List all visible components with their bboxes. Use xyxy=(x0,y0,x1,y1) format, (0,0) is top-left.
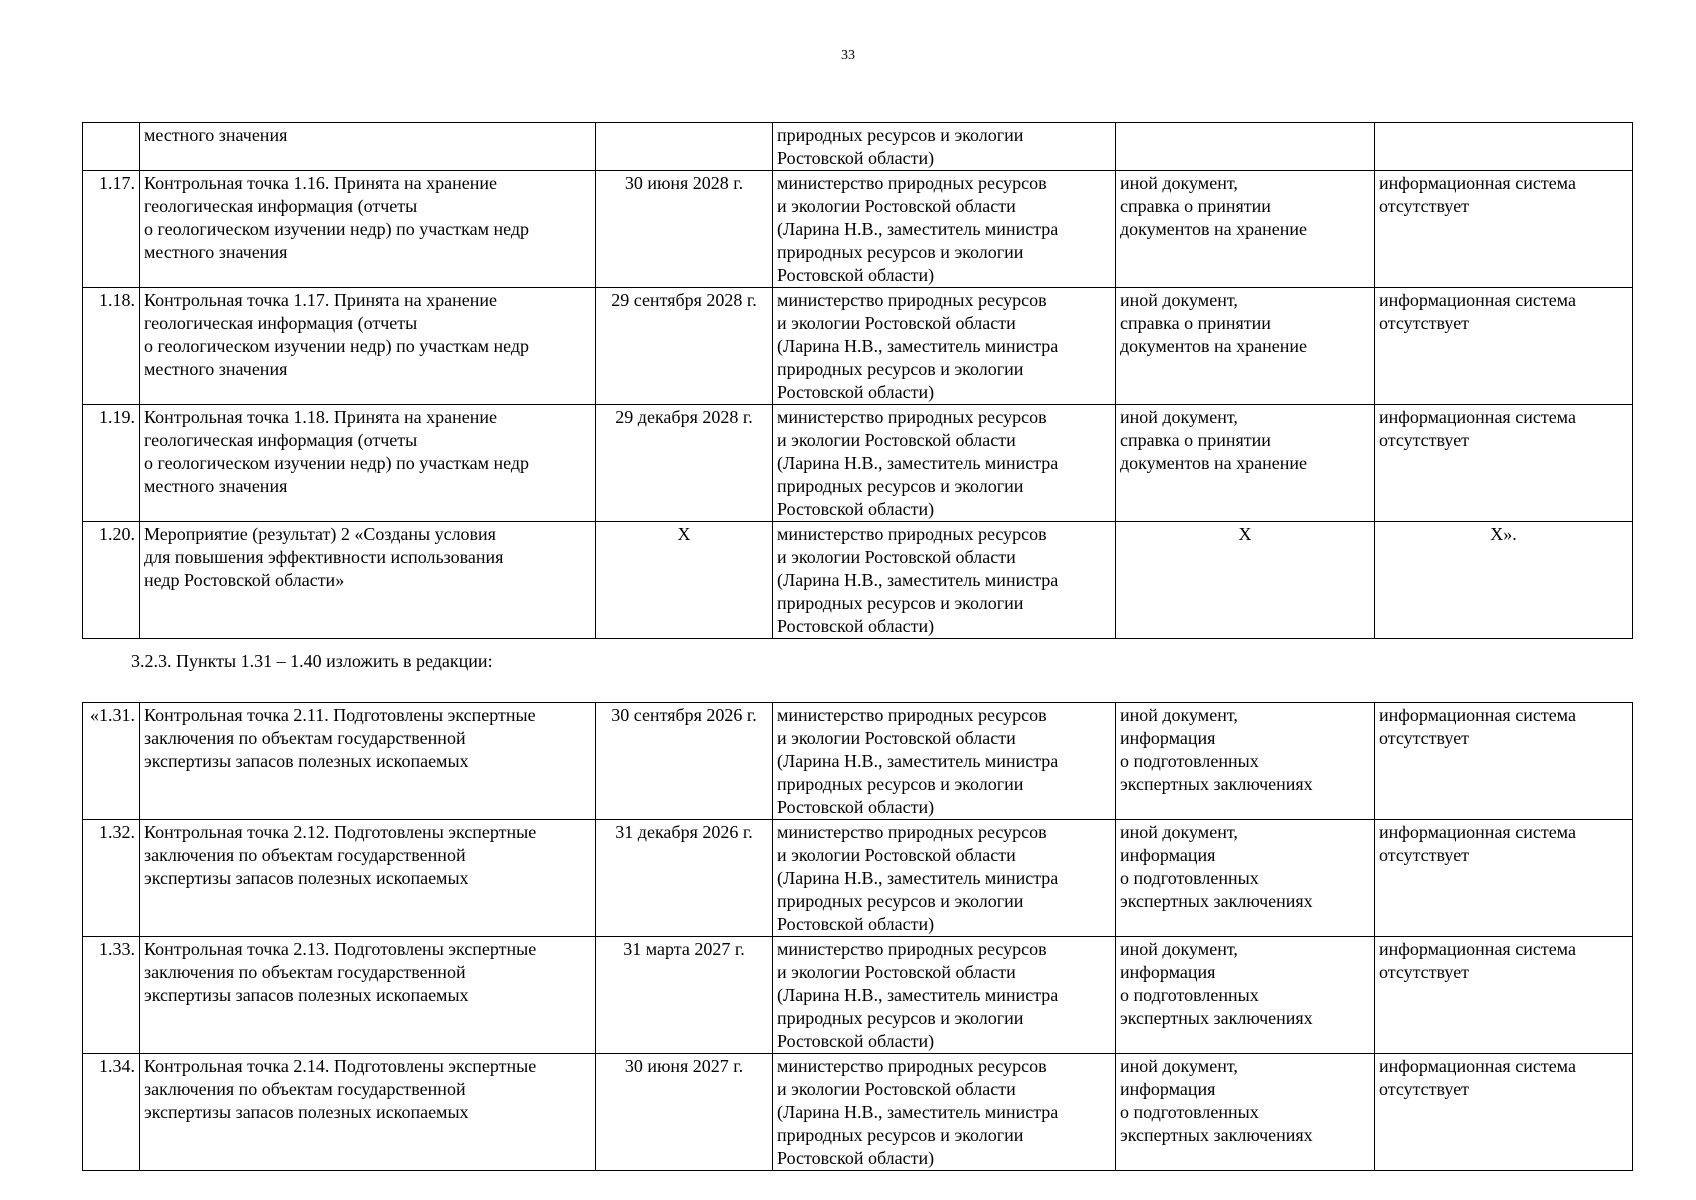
control-points-table-2 xyxy=(82,702,1633,1171)
row-document-type: иной документ, справка о принятии документов на хранение xyxy=(1116,405,1375,522)
row-document-type: иной документ, справка о принятии документов на хранение xyxy=(1116,171,1375,288)
row-document-type xyxy=(1116,123,1375,171)
page-number: 33 xyxy=(841,48,855,63)
table-row xyxy=(83,522,1633,639)
row-date: 29 сентября 2028 г. xyxy=(596,288,773,405)
row-info-system: информационная система отсутствует xyxy=(1375,288,1633,405)
row-name: Мероприятие (результат) 2 «Созданы условия для повышения эффективности использования недр Ростовской области» xyxy=(140,522,596,639)
row-date: 31 декабря 2026 г. xyxy=(596,820,773,937)
row-document-type: иной документ, информация о подготовленных экспертных заключениях xyxy=(1116,703,1375,820)
row-document-type: иной документ, информация о подготовленных экспертных заключениях xyxy=(1116,820,1375,937)
row-responsible: министерство природных ресурсов и экологии Ростовской области (Ларина Н.В., заместитель министра природных ресурсов и экологии Ростовской области) xyxy=(773,703,1116,820)
row-responsible: министерство природных ресурсов и экологии Ростовской области (Ларина Н.В., заместитель министра природных ресурсов и экологии Ростовской области) xyxy=(773,171,1116,288)
table-row xyxy=(83,123,1633,171)
control-points-table-1 xyxy=(82,122,1633,639)
row-number: 1.19. xyxy=(83,405,140,522)
row-name: Контрольная точка 2.11. Подготовлены экспертные заключения по объектам государственной экспертизы запасов полезных ископаемых xyxy=(140,703,596,820)
row-responsible: министерство природных ресурсов и экологии Ростовской области (Ларина Н.В., заместитель министра природных ресурсов и экологии Ростовской области) xyxy=(773,820,1116,937)
row-responsible: министерство природных ресурсов и экологии Ростовской области (Ларина Н.В., заместитель министра природных ресурсов и экологии Ростовской области) xyxy=(773,288,1116,405)
section-heading: 3.2.3. Пункты 1.31 – 1.40 изложить в редакции: xyxy=(131,651,493,671)
row-date xyxy=(596,123,773,171)
row-number: 1.34. xyxy=(83,1054,140,1171)
row-date: 31 марта 2027 г. xyxy=(596,937,773,1054)
table-row xyxy=(83,703,1633,820)
row-responsible: министерство природных ресурсов и экологии Ростовской области (Ларина Н.В., заместитель министра природных ресурсов и экологии Ростовской области) xyxy=(773,522,1116,639)
row-info-system: информационная система отсутствует xyxy=(1375,820,1633,937)
row-info-system xyxy=(1375,123,1633,171)
row-name: Контрольная точка 2.13. Подготовлены экспертные заключения по объектам государственной экспертизы запасов полезных ископаемых xyxy=(140,937,596,1054)
row-responsible: министерство природных ресурсов и экологии Ростовской области (Ларина Н.В., заместитель министра природных ресурсов и экологии Ростовской области) xyxy=(773,405,1116,522)
row-name: Контрольная точка 1.18. Принята на хранение геологическая информация (отчеты о геологическом изучении недр) по участкам недр местного значения xyxy=(140,405,596,522)
row-info-system: информационная система отсутствует xyxy=(1375,171,1633,288)
row-date: X xyxy=(596,522,773,639)
row-date: 30 июня 2028 г. xyxy=(596,171,773,288)
row-date: 29 декабря 2028 г. xyxy=(596,405,773,522)
table-row xyxy=(83,1054,1633,1171)
row-number: 1.33. xyxy=(83,937,140,1054)
row-info-system: информационная система отсутствует xyxy=(1375,1054,1633,1171)
table-row xyxy=(83,820,1633,937)
table-row xyxy=(83,405,1633,522)
row-responsible: министерство природных ресурсов и экологии Ростовской области (Ларина Н.В., заместитель министра природных ресурсов и экологии Ростовской области) xyxy=(773,1054,1116,1171)
row-document-type: иной документ, информация о подготовленных экспертных заключениях xyxy=(1116,1054,1375,1171)
row-responsible: природных ресурсов и экологии Ростовской области) xyxy=(773,123,1116,171)
row-number: 1.20. xyxy=(83,522,140,639)
row-number: 1.32. xyxy=(83,820,140,937)
row-info-system: информационная система отсутствует xyxy=(1375,405,1633,522)
row-info-system: информационная система отсутствует xyxy=(1375,937,1633,1054)
row-date: 30 сентября 2026 г. xyxy=(596,703,773,820)
row-name: Контрольная точка 2.12. Подготовлены экспертные заключения по объектам государственной экспертизы запасов полезных ископаемых xyxy=(140,820,596,937)
row-document-type: X xyxy=(1116,522,1375,639)
row-info-system: информационная система отсутствует xyxy=(1375,703,1633,820)
row-number: 1.17. xyxy=(83,171,140,288)
row-name: Контрольная точка 1.16. Принята на хранение геологическая информация (отчеты о геологическом изучении недр) по участкам недр местного значения xyxy=(140,171,596,288)
row-number: 1.18. xyxy=(83,288,140,405)
row-date: 30 июня 2027 г. xyxy=(596,1054,773,1171)
row-responsible: министерство природных ресурсов и экологии Ростовской области (Ларина Н.В., заместитель министра природных ресурсов и экологии Ростовской области) xyxy=(773,937,1116,1054)
row-name: Контрольная точка 2.14. Подготовлены экспертные заключения по объектам государственной экспертизы запасов полезных ископаемых xyxy=(140,1054,596,1171)
row-name: местного значения xyxy=(140,123,596,171)
row-document-type: иной документ, информация о подготовленных экспертных заключениях xyxy=(1116,937,1375,1054)
row-name: Контрольная точка 1.17. Принята на хранение геологическая информация (отчеты о геологическом изучении недр) по участкам недр местного значения xyxy=(140,288,596,405)
row-info-system: X». xyxy=(1375,522,1633,639)
row-document-type: иной документ, справка о принятии документов на хранение xyxy=(1116,288,1375,405)
table-row xyxy=(83,171,1633,288)
row-number xyxy=(83,123,140,171)
table-row xyxy=(83,937,1633,1054)
row-number: «1.31. xyxy=(83,703,140,820)
table-row xyxy=(83,288,1633,405)
